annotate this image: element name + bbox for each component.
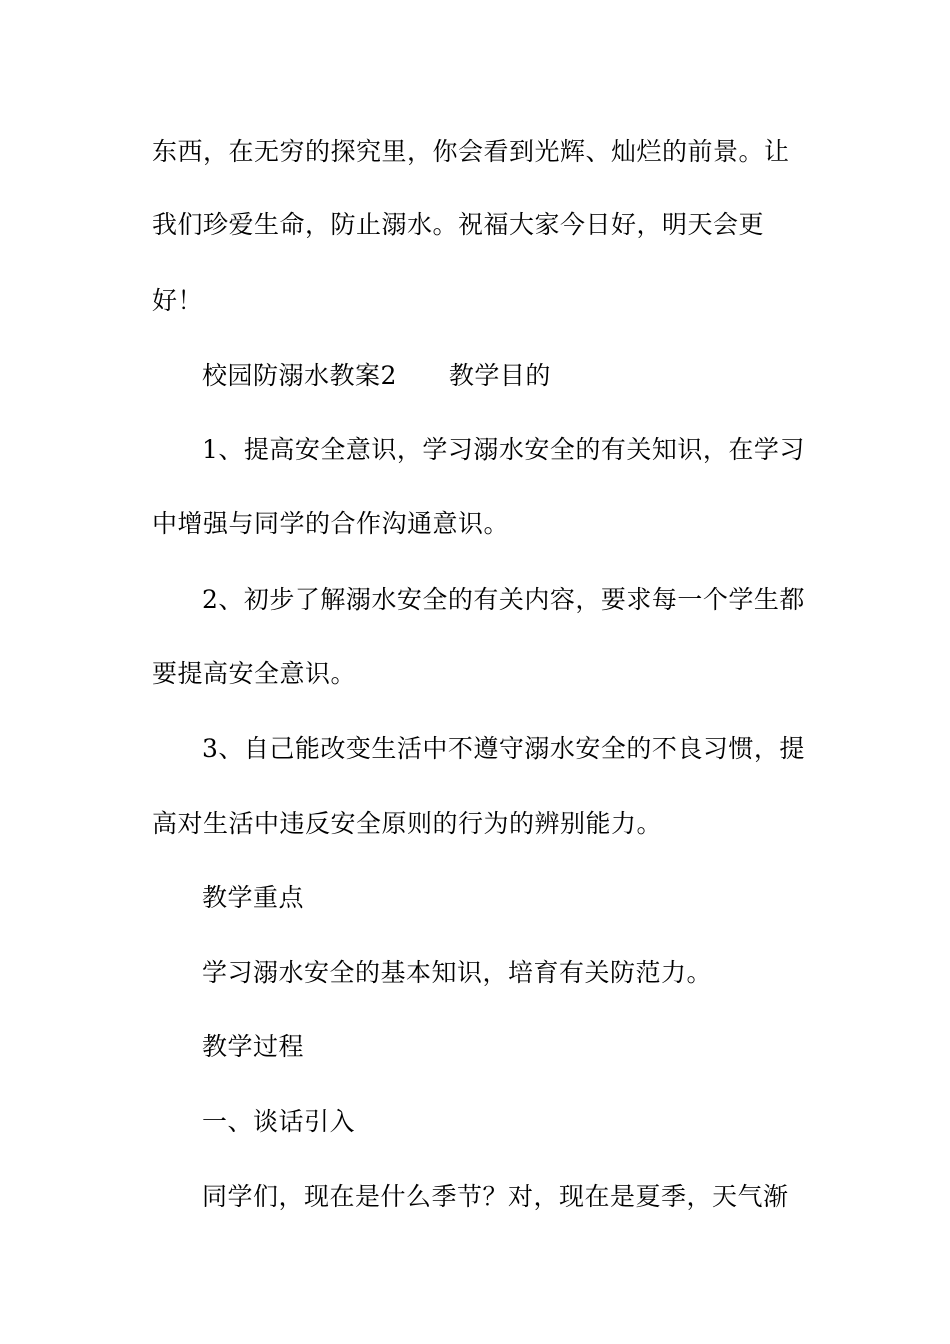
text-line: 学习溺水安全的基本知识，培育有关防范力。 [202,958,713,987]
text-line: 1、提高安全意识，学习溺水安全的有关知识，在学习 [202,435,805,464]
section-heading [202,360,551,392]
text-line: 中增强与同学的合作沟通意识。 [152,509,510,538]
text-line: 好！ [152,286,204,315]
text-line: 东西，在无穷的探究里，你会看到光辉、灿烂的前景。让 [152,137,790,166]
heading-title: 校园防溺水教案2 [202,361,397,390]
text-line: 高对生活中违反安全原则的行为的辨别能力。 [152,809,663,838]
text-line: 要提高安全意识。 [152,659,357,688]
text-line: 3、自己能改变生活中不遵守溺水安全的不良习惯，提 [202,734,805,763]
text-line: 我们珍爱生命，防止溺水。祝福大家今日好，明天会更 [152,210,765,239]
text-line: 同学们，现在是什么季节？对，现在是夏季，天气渐 [202,1182,789,1211]
section-label: 教学重点 [202,883,305,912]
text-line: 2、初步了解溺水安全的有关内容，要求每一个学生都 [202,585,805,614]
section-label: 教学过程 [202,1032,305,1061]
heading-subtitle: 教学目的 [448,361,551,390]
section-label: 一、谈话引入 [202,1107,356,1136]
